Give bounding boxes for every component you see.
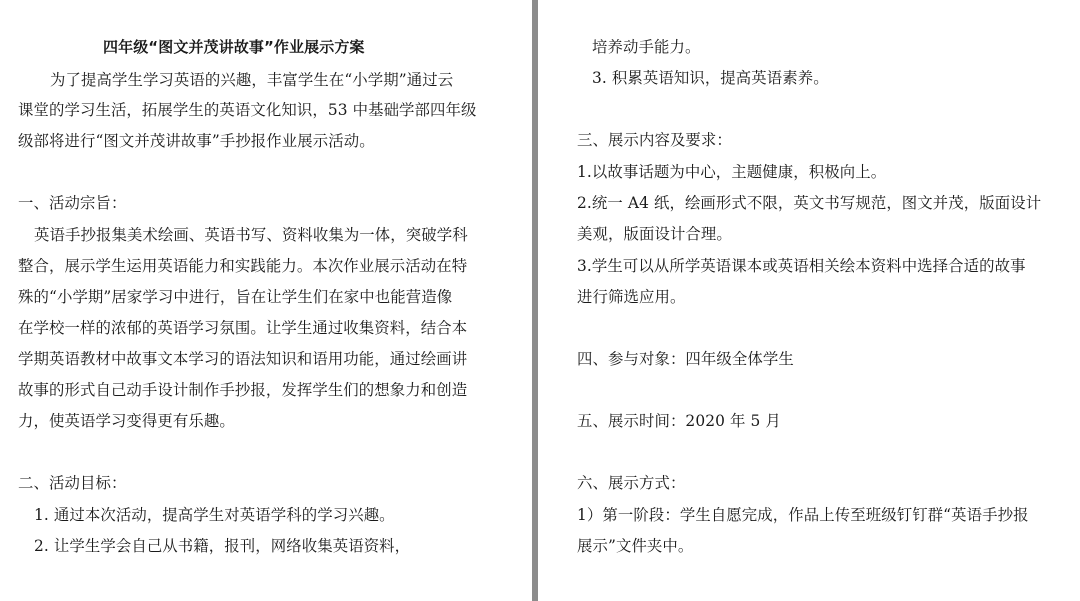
section-4: 四、参与对象：四年级全体学生	[577, 350, 794, 368]
section-6-heading: 六、展示方式：	[577, 474, 686, 492]
section-1-heading: 一、活动宗旨：	[18, 194, 127, 212]
section-3-line-2: 2.统一 A4 纸，绘画形式不限，英文书写规范，图文并茂，版面设计	[577, 194, 1042, 212]
section-5: 五、展示时间：2020 年 5 月	[577, 412, 781, 430]
goal-2-continuation: 培养动手能力。	[592, 38, 701, 56]
intro-line-3: 级部将进行“图文并茂讲故事”手抄报作业展示活动。	[18, 132, 375, 150]
section-1-line-7: 力，使英语学习变得更有乐趣。	[18, 412, 235, 430]
section-2-item-2: 2. 让学生学会自己从书籍，报刊，网络收集英语资料，	[34, 537, 411, 555]
section-6-line-1: 1）第一阶段：学生自愿完成，作品上传至班级钉钉群“英语手抄报	[577, 506, 1029, 524]
section-1-line-1: 英语手抄报集美术绘画、英语书写、资料收集为一体，突破学科	[34, 226, 468, 244]
document-title: 四年级“图文并茂讲故事”作业展示方案	[103, 38, 365, 56]
section-3-line-5: 进行筛选应用。	[577, 288, 686, 306]
section-3-line-1: 1.以故事话题为中心，主题健康，积极向上。	[577, 163, 887, 181]
section-1-line-3: 殊的“小学期”居家学习中进行，旨在让学生们在家中也能营造像	[18, 288, 453, 306]
section-2-item-1: 1. 通过本次活动，提高学生对英语学科的学习兴趣。	[34, 506, 395, 524]
intro-line-2: 课堂的学习生活，拓展学生的英语文化知识，53 中基础学部四年级	[18, 101, 477, 119]
section-3-line-3: 美观，版面设计合理。	[577, 225, 732, 243]
right-page	[538, 0, 1080, 601]
section-1-line-4: 在学校一样的浓郁的英语学习氛围。让学生通过收集资料，结合本	[18, 319, 468, 337]
section-1-line-6: 故事的形式自己动手设计制作手抄报，发挥学生们的想象力和创造	[18, 381, 468, 399]
section-3-line-4: 3.学生可以从所学英语课本或英语相关绘本资料中选择合适的故事	[577, 257, 1026, 275]
intro-line-1: 为了提高学生学习英语的兴趣，丰富学生在“小学期”通过云	[50, 71, 454, 89]
section-3-heading: 三、展示内容及要求：	[577, 131, 732, 149]
section-6-line-2: 展示”文件夹中。	[577, 537, 694, 555]
section-1-line-2: 整合，展示学生运用英语能力和实践能力。本次作业展示活动在特	[18, 257, 468, 275]
goal-3: 3. 积累英语知识，提高英语素养。	[592, 69, 829, 87]
section-2-heading: 二、活动目标：	[18, 474, 127, 492]
left-page	[0, 0, 532, 601]
section-1-line-5: 学期英语教材中故事文本学习的语法知识和语用功能，通过绘画讲	[18, 350, 468, 368]
